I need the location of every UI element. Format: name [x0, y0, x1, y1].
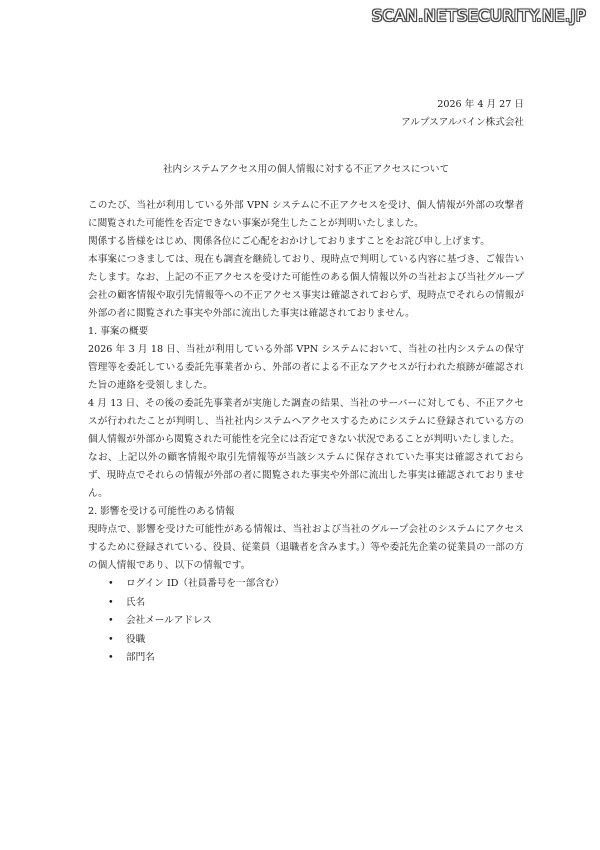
list-item [108, 631, 524, 650]
section-heading: 2. 影響を受ける可能性のある情報 [88, 506, 235, 517]
list-item [108, 649, 524, 668]
list-item-label: 氏名 [126, 596, 146, 608]
list-item-label: 部門名 [126, 652, 155, 663]
list-item [108, 612, 524, 631]
document-title: 社内システムアクセス用の個人情報に対する不正アクセスについて [162, 164, 450, 175]
list-item-label: 会社メールアドレス [126, 615, 212, 626]
list-item [108, 594, 524, 613]
section-paragraph: 4 月 13 日、その後の委託先事業者が実施した調査の結果、当社のサーバーに対しても、不正アクセスが行われたことが判明し、当社社内システムへアクセスするためにシステムに登録されている方の個人情報が外部から閲覧された可能性を完全には否定できない状況であることが判明いたしました。 [88, 398, 524, 445]
list-item-label: ログイン ID（社員番号を一部含む） [126, 578, 284, 589]
bullet-icon: • [108, 652, 114, 663]
affected-info-list [88, 575, 524, 668]
bullet-icon: • [108, 633, 114, 645]
section-paragraph: 現時点で、影響を受けた可能性がある情報は、当社および当社のグループ会社のシステムにアクセスするために登録されている、役員、従業員（退職者を含みます。）等や委託先企業の従業員の一部の方の個人情報であり、以下の情報です。 [88, 524, 524, 571]
list-item-label: 役職 [126, 633, 146, 645]
document-date: 2026 年 4 月 27 日 [437, 99, 524, 110]
company-name: アルプスアルパイン株式会社 [401, 117, 524, 128]
intro-section [88, 197, 524, 323]
list-item [108, 575, 524, 594]
section-paragraph: なお、上記以外の顧客情報や取引先情報等が当該システムに保存されていた事実は確認されておらず、現時点でそれらの情報が外部の者に閲覧された事実や外部に流出した事実は確認されておりません。 [88, 452, 524, 499]
intro-paragraph: 関係する皆様をはじめ、関係各位にご心配をおかけしておりますことをお詫び申し上げます。 [88, 236, 490, 247]
intro-paragraph: 本事案につきましては、現在も調査を継続しており、現時点で判明している内容に基づき、ご報告いたします。なお、上記の不正アクセスを受けた可能性のある個人情報以外の当社および当社グループ会社の顧客情報や取引先情報等への不正アクセス事実は確認されておらず、現時点でそれらの情報が外部の者に閲覧された事実や外部に流出した事実は確認されておりません。 [88, 254, 524, 319]
bullet-icon: • [108, 596, 114, 608]
site-watermark: SCAN.NETSECURITY.NE.JP [371, 6, 586, 25]
section-heading: 1. 事案の概要 [88, 326, 149, 337]
section-overview [88, 323, 524, 503]
bullet-icon: • [108, 578, 114, 589]
section-paragraph: 2026 年 3 月 18 日、当社が利用している外部 VPN システムにおいて、当社の社内システムの保守管理等を委託している委託先事業者から、外部の者による不正なアクセスが行われた痕跡が確認された旨の連絡を受領しました。 [88, 344, 524, 391]
document-page [88, 96, 524, 668]
bullet-icon: • [108, 615, 114, 626]
intro-paragraph: このたび、当社が利用している外部 VPN システムに不正アクセスを受け、個人情報が外部の攻撃者に閲覧された可能性を否定できない事案が発生したことが判明いたしました。 [88, 200, 524, 229]
section-affected-info [88, 503, 524, 668]
